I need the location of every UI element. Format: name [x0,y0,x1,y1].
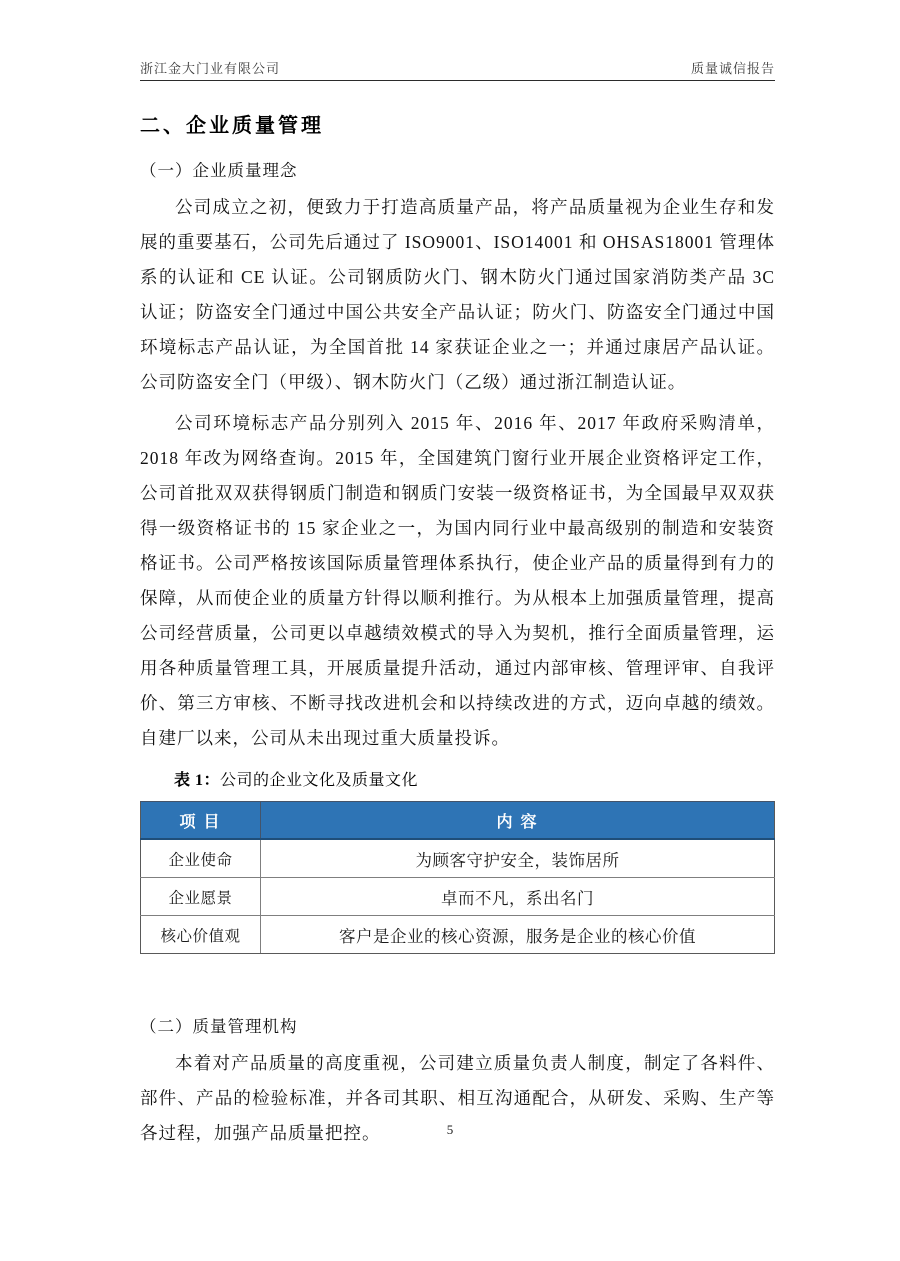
header-report-title: 质量诚信报告 [690,61,775,76]
section-heading-2: （二）质量管理机构 [140,1017,298,1036]
paragraph: 公司成立之初，便致力于打造高质量产品，将产品质量视为企业生存和发展的重要基石，公司先后通过了 ISO9001、ISO14001 和 OHSAS18001 管理体系的认证和 CE 认证。公司钢质防火门、钢木防火门通过国家消防类产品 3C 认证；防盗安全门通过中国公共安全产品认证；防火门、防盗安全门通过中国环境标志产品认证，为全国首批 14 家获证企业之一；并通过康居产品认证。公司防盗安全门（甲级）、钢木防火门（乙级）通过浙江制造认证。 [140,197,775,392]
page-title: 二、企业质量管理 [140,115,324,137]
table-header-content: 内 容 [261,802,775,840]
page-number: 5 [446,1122,454,1137]
table-row [141,878,775,916]
table-caption-text: 公司的企业文化及质量文化 [220,772,419,789]
table-row [141,839,775,878]
table-cell-item: 核心价值观 [141,916,261,954]
running-header [140,56,775,81]
table-cell-content: 为顾客守护安全，装饰居所 [261,839,775,878]
paragraph: 本着对产品质量的高度重视，公司建立质量负责人制度，制定了各料件、部件、产品的检验标准，并各司其职、相互沟通配合，从研发、采购、生产等各过程，加强产品质量把控。 [140,1053,775,1143]
table-header-row [141,802,775,840]
document-content [140,79,775,1151]
table-cell-content: 客户是企业的核心资源，服务是企业的核心价值 [261,916,775,954]
table-header-item: 项 目 [141,802,261,840]
table-cell-item: 企业使命 [141,839,261,878]
culture-table [140,801,775,954]
table-row [141,916,775,954]
table-cell-content: 卓而不凡，系出名门 [261,878,775,916]
table-caption [140,769,775,793]
page-footer [0,1122,900,1138]
header-company-name: 浙江金大门业有限公司 [140,61,281,76]
table-caption-label: 表 1： [174,772,221,789]
table-cell-item: 企业愿景 [141,878,261,916]
spacer [140,954,775,996]
paragraph: 公司环境标志产品分别列入 2015 年、2016 年、2017 年政府采购清单，2018 年改为网络查询。2015 年，全国建筑门窗行业开展企业资格评定工作，公司首批双双获得钢质门制造和钢质门安装一级资格证书，为全国最早双双获得一级资格证书的 15 家企业之一，为国内同行业中最高级别的制造和安装资格证书。公司严格按该国际质量管理体系执行，使企业产品的质量得到有力的保障，从而使企业的质量方针得以顺利推行。为从根本上加强质量管理，提高公司经营质量，公司更以卓越绩效模式的导入为契机，推行全面质量管理，运用各种质量管理工具，开展质量提升活动，通过内部审核、管理评审、自我评价、第三方审核、不断寻找改进机会和以持续改进的方式，迈向卓越的绩效。自建厂以来，公司从未出现过重大质量投诉。 [140,413,775,748]
section-heading-1: （一）企业质量理念 [140,161,298,180]
